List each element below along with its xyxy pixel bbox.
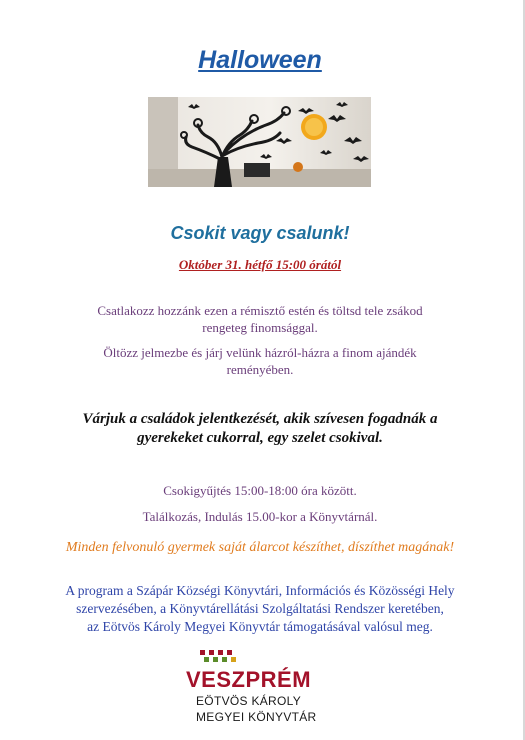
event-date: Október 31. hétfő 15:00 órától [178, 257, 342, 272]
intro-line: Csatlakozz hozzánk ezen a rémisztő estén és töltsd tele zsákod [97, 303, 423, 318]
invite-paragraph [30, 410, 490, 448]
collection-time: Csokigyűjtés 15:00-18:00 óra között. [163, 483, 357, 498]
logo-line-2: MEGYEI KÖNYVTÁR [196, 710, 317, 724]
program-line: az Eötvös Károly Megyei Könyvtár támogatásával valósul meg. [87, 619, 433, 634]
logo-name: VESZPRÉM [186, 667, 312, 692]
library-logo [182, 648, 342, 728]
intro-paragraph-2 [0, 344, 520, 378]
intro-paragraph-1 [0, 302, 520, 336]
masks-note: Minden felvonuló gyermek saját álarcot készíthet, díszíthet magának! [65, 540, 455, 555]
program-line: szervezésében, a Könyvtárellátási Szolgáltatási Rendszer keretében, [76, 601, 444, 616]
meeting-time: Találkozás, Indulás 15.00-kor a Könyvtárnál. [142, 509, 378, 524]
intro-line: Öltözz jelmezbe és járj velünk házról-házra a finom ajándék [103, 345, 417, 360]
event-subtitle: Csokit vagy csalunk! [170, 223, 350, 243]
intro-line: rengeteg finomsággal. [202, 320, 318, 335]
invite-line: gyerekeket cukorral, egy szelet csokival. [137, 430, 383, 446]
program-line: A program a Szápár Községi Könyvtári, Információs és Közösségi Hely [65, 583, 455, 598]
intro-line: reményében. [226, 362, 294, 377]
invite-line: Várjuk a családok jelentkezését, akik szívesen fogadnák a [82, 411, 438, 427]
halloween-image [148, 97, 371, 187]
page-title: Halloween [198, 46, 322, 74]
logo-mark-icon [198, 648, 238, 666]
program-info [0, 582, 520, 636]
logo-line-1: EÖTVÖS KÁROLY [196, 694, 302, 708]
